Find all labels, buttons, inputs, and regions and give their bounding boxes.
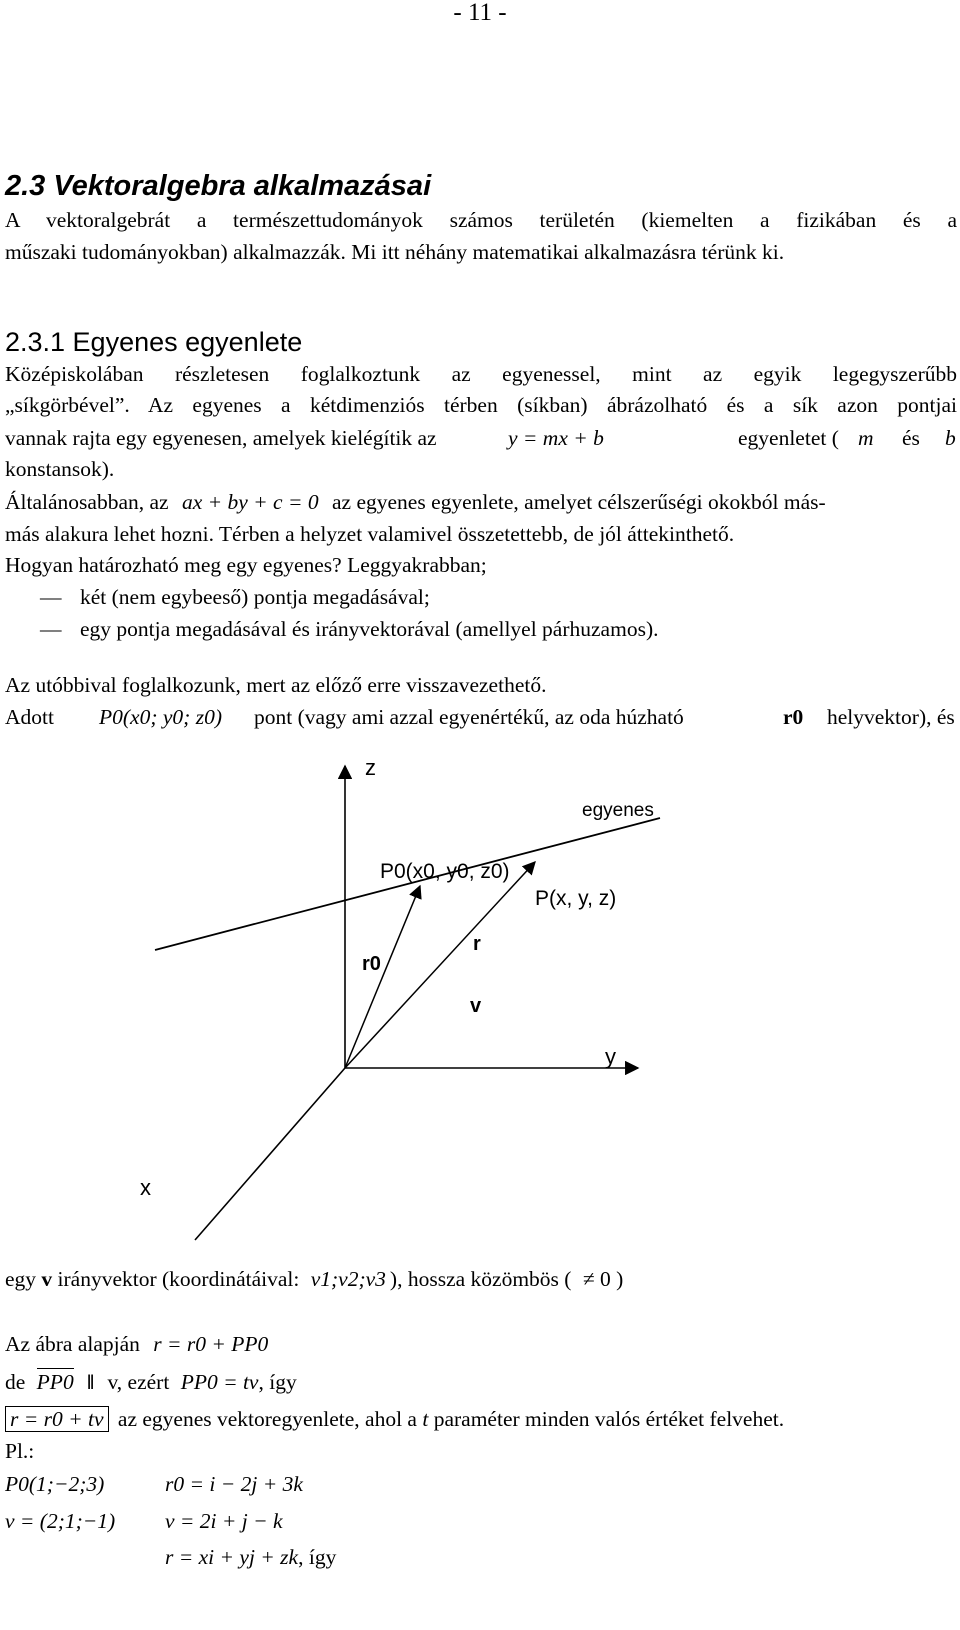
sum-equation: r = r0 + PP0 [153,1332,269,1356]
line-egyenes [155,818,660,950]
text-fragment: vannak rajta egy egyenesen, amelyek kielégítik az [5,426,437,450]
paragraph-1-line-4: konstansok). [5,457,115,481]
text-fragment: Adott [5,705,54,729]
z-axis-label: z [365,755,376,780]
text-fragment: az egyenes egyenlete, amelyet célszerűségi okokból más- [331,490,826,514]
text-fragment: de [5,1370,26,1394]
example-r0: r0 = i − 2j + 3k [165,1472,303,1496]
section-heading: 2.3 Vektoralgebra alkalmazásai [5,170,432,202]
p0-label: P0(x0, y0, z0) [380,860,510,883]
vector-r0 [345,886,420,1068]
text-fragment: , így [258,1370,297,1394]
example-v-coords: v = (2;1;−1) [5,1509,116,1533]
paragraph-1-line-1: Középiskolában részletesen foglalkoztunk az egyenessel, mint az egyik legegyszerűbb [5,362,957,386]
dash-bullet: — [40,585,62,609]
list-item-text: két (nem egybeeső) pontja megadásával; [80,585,430,609]
x-axis-label: x [140,1175,151,1200]
example-label: Pl.: [5,1439,35,1463]
r-label: r [473,933,481,955]
pp0-equals-tv: PP0 = tv [180,1370,259,1394]
vector-coordinates: v1;v2;v3 [310,1267,386,1291]
text-fragment: Általánosabban, az [5,490,169,514]
intro-line-2: műszaki tudományokban) alkalmazzák. Mi itt néhány matematikai alkalmazásra térünk ki. [5,240,785,264]
p-label: P(x, y, z) [535,887,617,910]
example-point: P0(1;−2;3) [5,1472,105,1496]
line-equation-2d: y = mx + b [508,426,604,450]
text-fragment: pont (vagy ami azzal egyenértékű, az oda húzható [254,705,684,729]
page-number: - 11 - [453,0,507,26]
text-fragment: és [902,426,920,450]
parameter-t: t [422,1407,429,1431]
general-r: r = xi + yj + zk [165,1545,299,1569]
figure-based-equation [5,1330,268,1358]
variable-b: b [945,426,956,450]
r0-label: r0 [362,953,381,975]
paragraph-1-line-2: „síkgörbével”. Az egyenes a kétdimenziós térben (síkban) ábrázolható és a sík azon pontjai [5,393,957,417]
text-fragment: az egyenes vektoregyenlete, ahol a [117,1407,417,1431]
not-zero: ≠ 0 [582,1267,611,1291]
text-fragment: irányvektor (koordinátáival: [57,1267,300,1291]
text-fragment: Az ábra alapján [5,1332,140,1356]
vector-v: v [41,1267,53,1291]
point-p0: P0(x0; y0; z0) [99,705,222,729]
text-fragment: , így [298,1545,337,1569]
subsection-heading: 2.3.1 Egyenes egyenlete [5,327,303,357]
text-fragment: ), hossza közömbös ( [389,1267,572,1291]
text-fragment: egyenletet ( [738,426,839,450]
example-v-components: v = 2i + j − k [165,1509,283,1533]
variable-m: m [858,426,874,450]
general-line-equation: ax + by + c = 0 [181,490,319,514]
text-fragment: v, ezért [107,1370,170,1394]
vector-pp0: PP0 [36,1370,74,1394]
direction-vector-line [5,1265,623,1293]
text-fragment: ) [616,1267,624,1291]
boxed-vector-equation: r = r0 + tv [5,1406,109,1432]
example-r [165,1543,336,1571]
line-label: egyenes [582,800,654,821]
paragraph-3: Az utóbbival foglalkozunk, mert az előző erre visszavezethető. [5,673,547,697]
parallel-statement: de PP0 ‖ v, ezért PP0 = tv, így [5,1370,297,1394]
text-fragment: helyvektor), és [827,705,955,729]
position-vector-r0: r0 [783,705,804,729]
x-axis [195,1068,345,1240]
v-label: v [470,995,482,1017]
paragraph-2-line-3: Hogyan határozható meg egy egyenes? Leggyakrabban; [5,553,487,577]
y-axis-label: y [605,1044,616,1069]
vector-equation-line [5,1405,784,1433]
paragraph-2-line-2: más alakura lehet hozni. Térben a helyzet valamivel összetettebb, de jól áttekinthető. [5,522,735,546]
intro-line-1: A vektoralgebrát a természettudományok számos területén (kiemelten a fizikában és a [5,208,957,232]
text-fragment: paraméter minden valós értéket felvehet. [433,1407,785,1431]
list-item-text: egy pontja megadásával és irányvektorával (amellyel párhuzamos). [80,617,659,641]
text-fragment: egy [5,1267,37,1291]
dash-bullet: — [40,617,62,641]
